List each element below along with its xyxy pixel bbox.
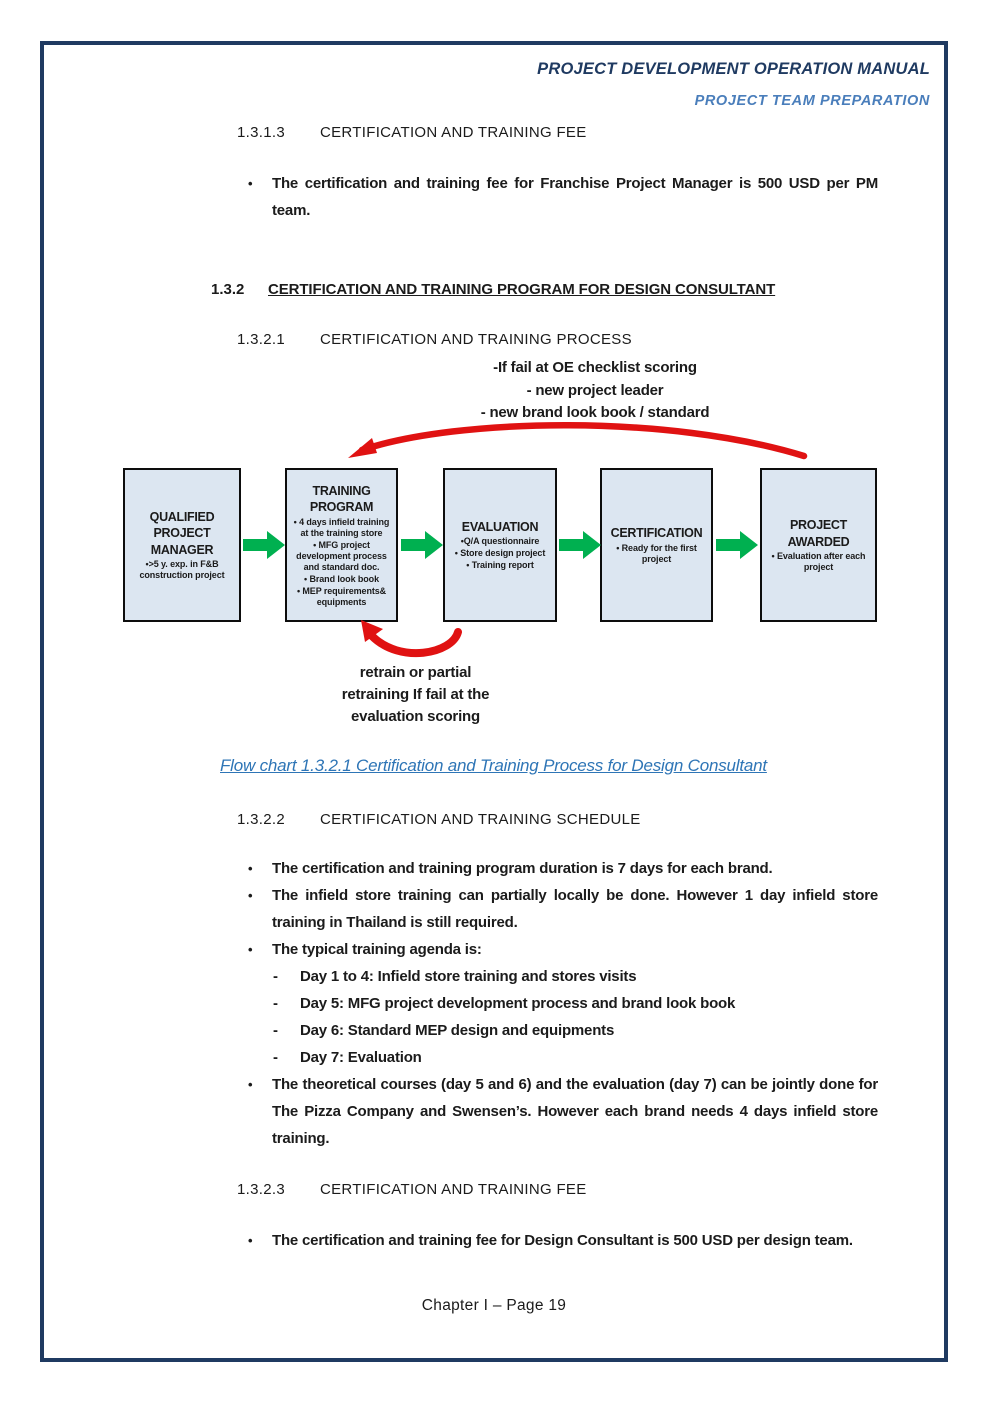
heading-number: 1.3.2	[211, 281, 245, 298]
agenda-dash: -	[273, 1049, 278, 1066]
bullet-item	[245, 882, 878, 936]
heading-title: CERTIFICATION AND TRAINING FEE	[320, 124, 587, 141]
box-detail: • Evaluation after each project	[771, 551, 866, 572]
flow-arrow-right-icon	[559, 527, 601, 563]
section-heading-1-3-2-1	[237, 331, 632, 348]
box-detail: • Store design project	[454, 548, 546, 559]
box-detail: • Ready for the first project	[616, 542, 697, 564]
bullet-dot: •	[248, 888, 253, 903]
flowchart-bottom-note-line: retrain or partial	[359, 664, 472, 681]
heading-number: 1.3.2.2	[237, 811, 285, 828]
flowchart-box-training-program	[285, 468, 398, 622]
agenda-text: Day 1 to 4: Infield store training and stores visits	[300, 968, 637, 985]
schedule-bullets	[245, 855, 878, 1152]
bullet-dot: •	[248, 861, 253, 876]
bullet-text: The typical training agenda is:	[272, 941, 482, 958]
heading-number: 1.3.2.3	[237, 1181, 285, 1198]
bullet-text: The certification and training fee for Franchise Project Manager is 500 USD per PM team.	[272, 175, 878, 219]
fee-pm-bullets	[245, 170, 878, 224]
bullet-text: The certification and training program duration is 7 days for each brand.	[272, 860, 773, 877]
bullet-dot: •	[248, 176, 253, 191]
bullet-item	[245, 170, 878, 224]
flow-arrow-right-icon	[243, 527, 285, 563]
agenda-item	[245, 1017, 878, 1044]
flowchart-bottom-note-line: retraining If fail at the	[341, 686, 490, 703]
heading-number: 1.3.1.3	[237, 124, 285, 141]
flowchart-box-project-awarded	[760, 468, 877, 622]
box-title: TRAINING PROGRAM	[309, 483, 374, 514]
agenda-dash: -	[273, 995, 278, 1012]
heading-title: CERTIFICATION AND TRAINING PROCESS	[320, 331, 632, 348]
box-detail: • Training report	[466, 560, 534, 571]
box-detail: • 4 days infield training at the training store	[293, 516, 390, 538]
bullet-item	[245, 1071, 878, 1152]
box-title: CERTIFICATION	[610, 526, 703, 541]
heading-title: CERTIFICATION AND TRAINING PROGRAM FOR DESIGN CONSULTANT	[268, 281, 776, 298]
page-footer: Chapter I – Page 19	[421, 1297, 567, 1314]
fee-dc-bullets	[245, 1227, 878, 1254]
agenda-item	[245, 963, 878, 990]
flowchart-top-note-line: - new project leader	[526, 381, 664, 399]
bullet-dot: •	[248, 942, 253, 957]
heading-title: CERTIFICATION AND TRAINING FEE	[320, 1181, 587, 1198]
box-title: EVALUATION	[461, 519, 539, 534]
bullet-dot: •	[248, 1077, 253, 1092]
flowchart-caption-link[interactable]: Flow chart 1.3.2.1 Certification and Training Process for Design Consultant	[220, 756, 767, 775]
flow-arrow-right-icon	[401, 527, 443, 563]
bullet-text: The infield store training can partially locally be done. However 1 day infield store training in Thailand is still required.	[272, 887, 878, 931]
agenda-text: Day 5: MFG project development process and brand look book	[300, 995, 736, 1012]
flowchart-top-note-line: - new brand look book / standard	[480, 404, 710, 421]
box-detail: •Q/A questionnaire	[460, 536, 540, 547]
agenda-text: Day 6: Standard MEP design and equipments	[300, 1022, 615, 1039]
box-detail: • Brand look book	[304, 573, 379, 584]
doc-header-subtitle: PROJECT TEAM PREPARATION	[694, 93, 930, 109]
agenda-dash: -	[273, 1022, 278, 1039]
agenda-item	[245, 990, 878, 1017]
flowchart-top-note-line: -If fail at OE checklist scoring	[493, 359, 697, 376]
flow-arrow-right-icon	[716, 527, 758, 563]
agenda-dash: -	[273, 968, 278, 985]
section-heading-1-3-2	[211, 281, 775, 298]
agenda-text: Day 7: Evaluation	[300, 1049, 422, 1066]
agenda-item	[245, 1044, 878, 1071]
flowchart-box-qualified-project-manager	[123, 468, 241, 622]
box-title: QUALIFIED PROJECT MANAGER	[149, 509, 215, 557]
flowchart-box-evaluation	[443, 468, 557, 622]
heading-title: CERTIFICATION AND TRAINING SCHEDULE	[320, 811, 641, 828]
box-title: PROJECT AWARDED	[787, 518, 850, 549]
bullet-text: The certification and training fee for Design Consultant is 500 USD per design team.	[272, 1232, 853, 1249]
heading-number: 1.3.2.1	[237, 331, 285, 348]
bullet-text: The theoretical courses (day 5 and 6) and the evaluation (day 7) can be jointly done for The Pizza Company and Swensen’s. However each brand needs 4 days infield store training.	[272, 1076, 878, 1147]
bullet-dot: •	[248, 1233, 253, 1248]
section-heading-1-3-2-3	[237, 1181, 587, 1198]
box-detail: •>5 y. exp. in F&B construction project	[139, 559, 225, 581]
box-detail: • MFG project development process and standard doc.	[296, 539, 387, 572]
flowchart-bottom-note-line: evaluation scoring	[351, 708, 480, 725]
flowchart-top-note	[398, 357, 792, 425]
bullet-item	[245, 855, 878, 882]
box-detail: • MEP requirements& equipments	[296, 585, 387, 607]
section-heading-1-3-1-3	[237, 124, 587, 141]
section-heading-1-3-2-2	[237, 811, 641, 828]
doc-header-title: PROJECT DEVELOPMENT OPERATION MANUAL	[537, 60, 930, 78]
bullet-item	[245, 1227, 878, 1254]
flowchart-box-certification	[600, 468, 713, 622]
bullet-item	[245, 936, 878, 963]
flowchart-bottom-note	[328, 662, 503, 728]
